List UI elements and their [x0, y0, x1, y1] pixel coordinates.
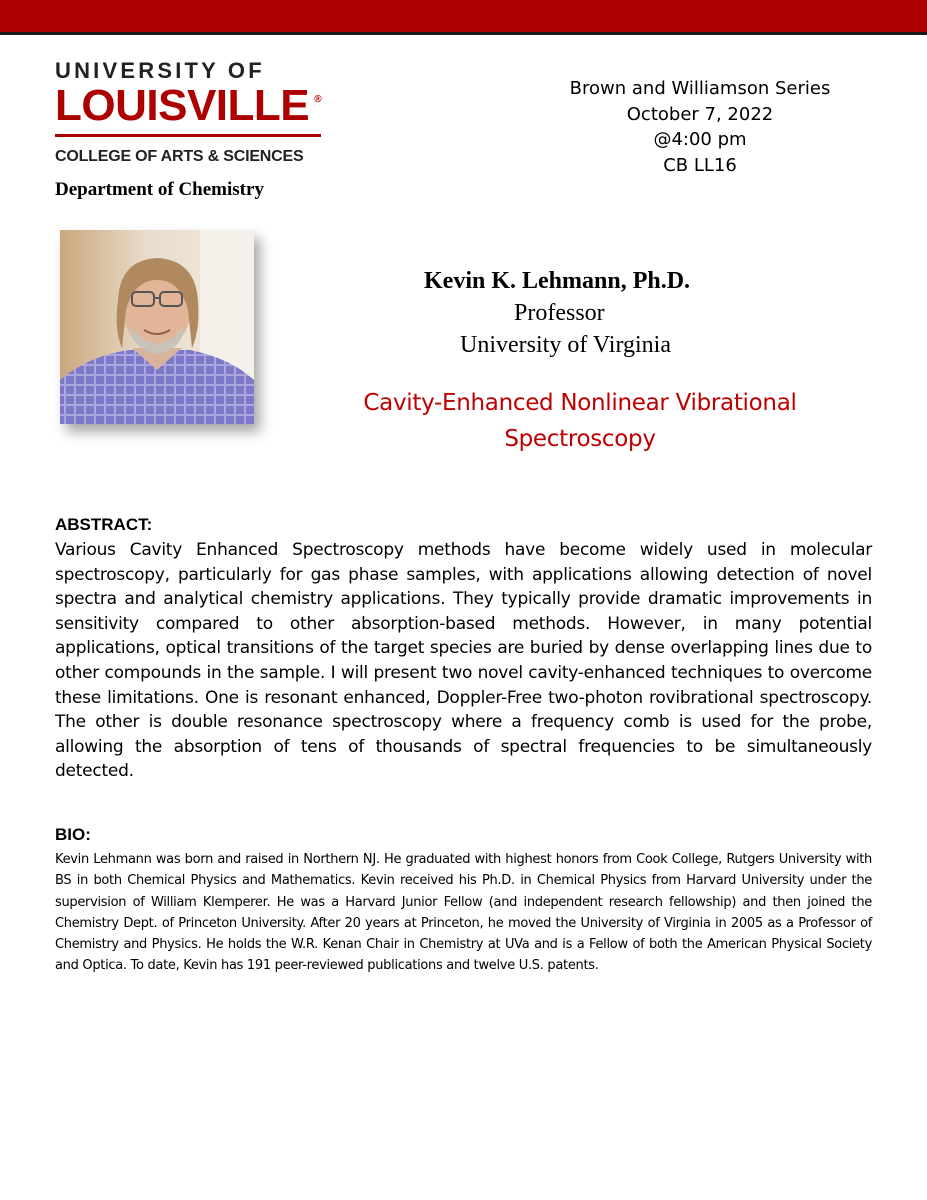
- event-location: CB LL16: [663, 154, 737, 176]
- event-date: October 7, 2022: [626, 103, 774, 125]
- logo-university-of: UNIVERSITY OF: [55, 58, 265, 83]
- speaker-title: Professor: [514, 300, 605, 326]
- event-time: @4:00 pm: [653, 129, 747, 150]
- top-banner-rule: [0, 32, 927, 35]
- logo-divider: [55, 134, 321, 137]
- logo-louisville-text: LOUISVILLE: [55, 81, 310, 130]
- speaker-name: Kevin K. Lehmann, Ph.D.: [424, 268, 691, 294]
- bio-body: Kevin Lehmann was born and raised in Northern NJ. He graduated with highest honors from Cook College, Rutgers University with BS in both Chemical Physics and Mathematics. Kevin received his Ph.D. in Chemical Physics from Harvard University under the supervision of William Klemperer. He was a Harvard Junior Fellow (and independent research fellowship) and then joined the Chemistry Dept. of Princeton University. After 20 years at Princeton, he moved the University of Virginia in 2005 as a Professor of Chemistry and Physics. He holds the W.R. Kenan Chair in Chemistry at UVa and is a Fellow of both the American Physical Society and Optica. To date, Kevin has 191 peer-reviewed publications and twelve U.S. patents.: [55, 852, 872, 974]
- logo-louisville: [55, 81, 322, 130]
- university-logo: [55, 60, 355, 166]
- event-series: Brown and Williamson Series: [569, 78, 831, 99]
- speaker-affiliation: University of Virginia: [460, 332, 671, 358]
- top-banner: [0, 0, 927, 32]
- registered-mark: ®: [314, 94, 322, 105]
- event-info: [540, 76, 860, 178]
- abstract-heading: ABSTRACT:: [55, 515, 153, 534]
- speaker-photo: [60, 230, 254, 424]
- talk-title: Cavity-Enhanced Nonlinear Vibrational Spectroscopy: [363, 390, 797, 452]
- department-name: Department of Chemistry: [55, 179, 264, 200]
- logo-college: COLLEGE OF ARTS & SCIENCES: [55, 148, 304, 165]
- speaker-portrait-illustration: [60, 230, 254, 424]
- bio-heading: BIO:: [55, 825, 91, 844]
- abstract-body: Various Cavity Enhanced Spectroscopy methods have become widely used in molecular spectroscopy, particularly for gas phase samples, with applications allowing detection of novel spectra and analytical chemistry applications. They typically provide dramatic improvements in sensitivity compared to other absorption-based methods. However, in many potential applications, optical transitions of the target species are buried by dense overlapping lines due to other compounds in the sample. I will present two novel cavity-enhanced techniques to overcome these limitations. One is resonant enhanced, Doppler-Free two-photon rovibrational spectroscopy. The other is double resonance spectroscopy where a frequency comb is used for the probe, allowing the absorption of tens of thousands of spectral frequencies to be simultaneously detected.: [55, 540, 872, 782]
